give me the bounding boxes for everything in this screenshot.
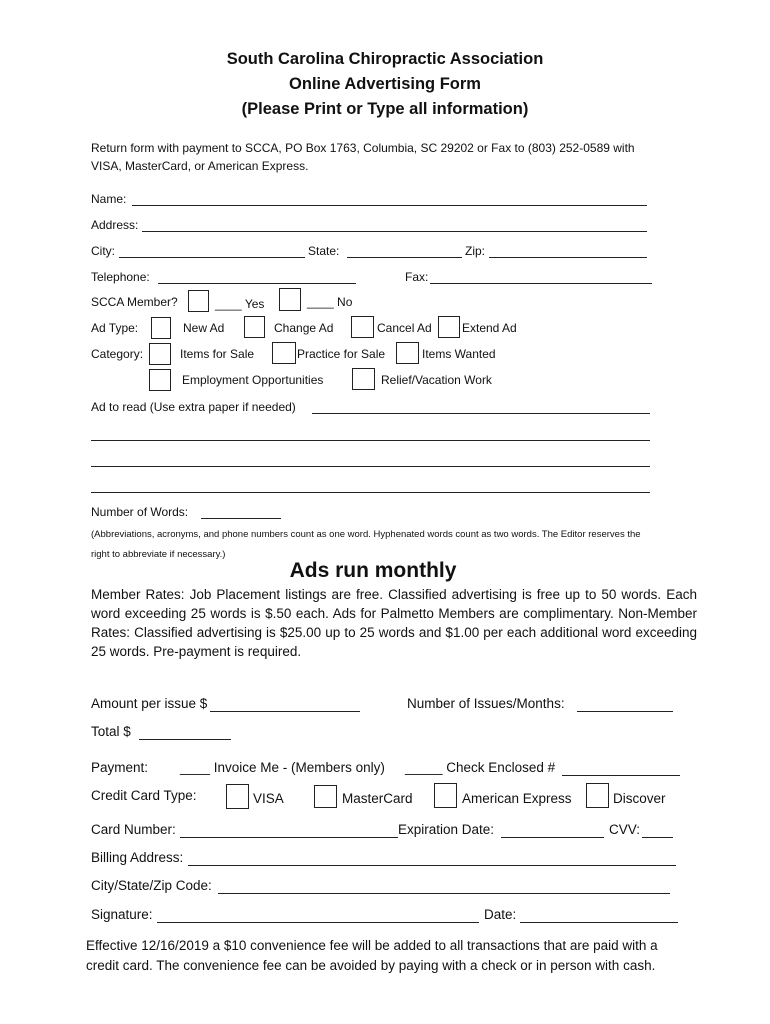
name-field[interactable]	[132, 205, 647, 206]
change-ad-label: Change Ad	[274, 321, 334, 335]
ad-text-label: Ad to read (Use extra paper if needed)	[91, 400, 296, 414]
issues-label: Number of Issues/Months:	[407, 696, 565, 711]
ad-text-line-1[interactable]	[312, 413, 650, 414]
words-note-2: right to abbreviate if necessary.)	[91, 549, 226, 560]
total-label: Total $	[91, 724, 131, 739]
ad-type-label: Ad Type:	[91, 321, 139, 335]
signature-field[interactable]	[157, 922, 479, 923]
city-state-zip-label: City/State/Zip Code:	[91, 878, 212, 893]
state-field[interactable]	[347, 257, 462, 258]
relief-vacation-label: Relief/Vacation Work	[381, 373, 492, 387]
state-label: State:	[308, 244, 340, 258]
billing-label: Billing Address:	[91, 850, 184, 865]
visa-checkbox[interactable]	[226, 784, 249, 809]
cvv-label: CVV:	[609, 822, 641, 837]
new-ad-label: New Ad	[183, 321, 225, 335]
card-number-field[interactable]	[180, 837, 398, 838]
mastercard-checkbox[interactable]	[314, 785, 337, 808]
member-label: SCCA Member?	[91, 295, 178, 309]
amex-checkbox[interactable]	[434, 783, 457, 808]
form-subtitle: Online Advertising Form	[289, 75, 481, 93]
discover-label: Discover	[613, 791, 666, 806]
cancel-ad-label: Cancel Ad	[377, 321, 432, 335]
intro-line-2: VISA, MasterCard, or American Express.	[91, 159, 309, 173]
practice-for-sale-checkbox[interactable]	[272, 342, 296, 364]
expiration-field[interactable]	[501, 837, 604, 838]
form-title: South Carolina Chiropractic Association	[226, 50, 544, 68]
extend-ad-checkbox[interactable]	[438, 316, 460, 338]
expiration-label: Expiration Date:	[398, 822, 495, 837]
billing-field[interactable]	[188, 865, 676, 866]
city-label: City:	[91, 244, 115, 258]
employment-checkbox[interactable]	[149, 369, 171, 391]
member-yes-checkbox[interactable]	[188, 290, 209, 312]
city-field[interactable]	[119, 257, 305, 258]
ad-text-line-4[interactable]	[91, 492, 650, 493]
employment-label: Employment Opportunities	[182, 373, 324, 387]
member-no-checkbox[interactable]	[279, 288, 301, 311]
amount-field[interactable]	[210, 711, 360, 712]
amex-label: American Express	[462, 791, 572, 806]
payment-label: Payment:	[91, 760, 149, 775]
category-label: Category:	[91, 347, 144, 361]
signature-label: Signature:	[91, 907, 153, 922]
total-field[interactable]	[139, 739, 231, 740]
city-state-zip-field[interactable]	[218, 893, 670, 894]
date-field[interactable]	[520, 922, 678, 923]
discover-checkbox[interactable]	[586, 783, 609, 808]
rates-text: Member Rates: Job Placement listings are free. Classified advertising is free up to 50 words. Each word exceeding 25 words is $.50 each. Ads for Palmetto Members are complimentary. Non-Member Rates: Classified advertising is $25.00 up to 25 words and $1.00 per each additional word exceeding 25 words. Pre-payment is required.	[91, 587, 697, 659]
zip-field[interactable]	[489, 257, 647, 258]
footer-line-2: credit card. The convenience fee can be avoided by paying with a check or in person with cash.	[86, 958, 656, 973]
rates-heading: Ads run monthly	[289, 559, 457, 582]
visa-label: VISA	[253, 791, 284, 806]
ad-text-line-3[interactable]	[91, 466, 650, 467]
amount-label: Amount per issue $	[91, 696, 208, 711]
words-note-1: (Abbreviations, acronyms, and phone numbers count as one word. Hyphenated words count as two words. The Editor reserves the	[91, 529, 641, 540]
items-for-sale-label: Items for Sale	[180, 347, 255, 361]
fax-field[interactable]	[430, 283, 652, 284]
member-no-label: ____ No	[307, 295, 353, 309]
card-type-label: Credit Card Type:	[91, 788, 197, 803]
fax-label: Fax:	[405, 270, 429, 284]
new-ad-checkbox[interactable]	[151, 317, 171, 339]
items-for-sale-checkbox[interactable]	[149, 343, 171, 365]
cvv-field[interactable]	[642, 837, 673, 838]
card-number-label: Card Number:	[91, 822, 176, 837]
extend-ad-label: Extend Ad	[462, 321, 517, 335]
change-ad-checkbox[interactable]	[244, 316, 265, 338]
words-label: Number of Words:	[91, 505, 189, 519]
items-wanted-checkbox[interactable]	[396, 342, 419, 364]
mastercard-label: MasterCard	[342, 791, 413, 806]
name-label: Name:	[91, 192, 127, 206]
telephone-label: Telephone:	[91, 270, 150, 284]
cancel-ad-checkbox[interactable]	[351, 316, 374, 338]
invoice-option[interactable]: ____ Invoice Me - (Members only)	[180, 760, 385, 775]
member-yes-label: ____ Yes	[215, 297, 265, 311]
relief-vacation-checkbox[interactable]	[352, 368, 375, 390]
form-instruction: (Please Print or Type all information)	[241, 100, 529, 118]
ad-text-line-2[interactable]	[91, 440, 650, 441]
address-field[interactable]	[142, 231, 647, 232]
intro-line-1: Return form with payment to SCCA, PO Box 1763, Columbia, SC 29202 or Fax to (803) 252-0589 with	[91, 141, 635, 155]
telephone-field[interactable]	[158, 283, 356, 284]
address-label: Address:	[91, 218, 139, 232]
check-number-field[interactable]	[562, 775, 680, 776]
zip-label: Zip:	[465, 244, 486, 258]
footer-line-1: Effective 12/16/2019 a $10 convenience fee will be added to all transactions that are paid with a	[86, 938, 658, 953]
issues-field[interactable]	[577, 711, 673, 712]
items-wanted-label: Items Wanted	[422, 347, 496, 361]
words-field[interactable]	[201, 518, 281, 519]
date-label: Date:	[484, 907, 517, 922]
practice-for-sale-label: Practice for Sale	[297, 347, 386, 361]
check-option[interactable]: _____ Check Enclosed #	[405, 760, 556, 775]
